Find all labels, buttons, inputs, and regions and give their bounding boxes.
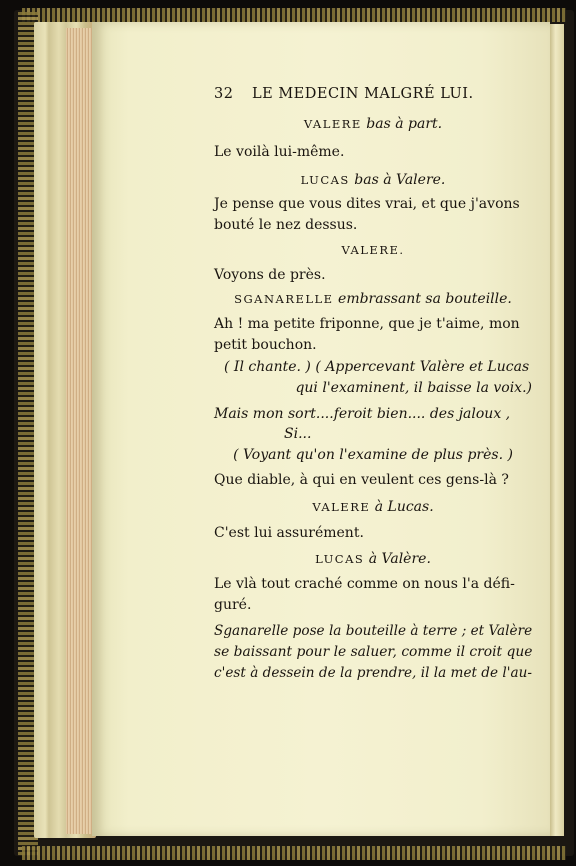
- speaker-line: [214, 114, 532, 135]
- gilt-border-top: [22, 8, 566, 22]
- stage-direction: bas à part.: [366, 116, 443, 132]
- fore-edge: [66, 28, 94, 834]
- stage-direction: bas à Valere.: [354, 172, 446, 188]
- running-title: LE MEDECIN MALGRÉ LUI.: [252, 86, 474, 102]
- speaker-name: LUCAS: [315, 552, 365, 566]
- dialogue-line: Que diable, à qui en veulent ces gens-là ?: [214, 472, 509, 488]
- stage-direction: à Lucas.: [374, 499, 434, 515]
- dialogue-line: Si...: [284, 426, 312, 442]
- stage-direction: à Valère.: [368, 551, 431, 567]
- dialogue-line: C'est lui assurément.: [214, 525, 364, 541]
- dialogue-line: Le vlà tout craché comme on nous l'a défi-: [214, 576, 515, 592]
- dialogue-line: Je pense que vous dites vrai, et que j'avons: [214, 196, 520, 212]
- speaker-name: SGANARELLE: [234, 292, 334, 306]
- speaker-line: [214, 549, 532, 570]
- page-number: 32: [214, 86, 234, 102]
- dialogue-line: Voyons de près.: [214, 267, 326, 283]
- speaker-name: VALERE: [312, 500, 371, 514]
- speaker-name: LUCAS: [300, 173, 350, 187]
- stage-direction: embrassant sa bouteille.: [338, 291, 512, 307]
- stage-direction-line: ( Voyant qu'on l'examine de plus près. ): [233, 447, 513, 463]
- stage-direction-line: c'est à dessein de la prendre, il la met de l'au-: [214, 665, 532, 681]
- stage-direction-line: se baissant pour le saluer, comme il croit que: [214, 644, 533, 660]
- speaker-name: VALERE.: [341, 243, 405, 257]
- stage-direction-line: Sganarelle pose la bouteille à terre ; et Valère: [214, 623, 533, 639]
- dialogue-line: Mais mon sort....feroit bien.... des jaloux ,: [214, 406, 511, 422]
- speaker-name: VALERE: [303, 117, 362, 131]
- dialogue-line: Le voilà lui-même.: [214, 144, 345, 160]
- stage-direction-line: qui l'examinent, il baisse la voix.): [295, 380, 532, 396]
- dialogue-line: bouté le nez dessus.: [214, 217, 358, 233]
- speaker-line: [214, 289, 532, 310]
- speaker-line: [214, 497, 532, 518]
- stage-direction-line: ( Il chante. ) ( Appercevant Valère et Lucas: [224, 359, 530, 375]
- gilt-border-bottom: [22, 846, 566, 860]
- dialogue-line: guré.: [214, 597, 252, 613]
- speaker-line: [214, 170, 532, 191]
- dialogue-line: Ah ! ma petite friponne, que je t'aime, mon: [214, 316, 520, 332]
- dialogue-line: petit bouchon.: [214, 337, 317, 353]
